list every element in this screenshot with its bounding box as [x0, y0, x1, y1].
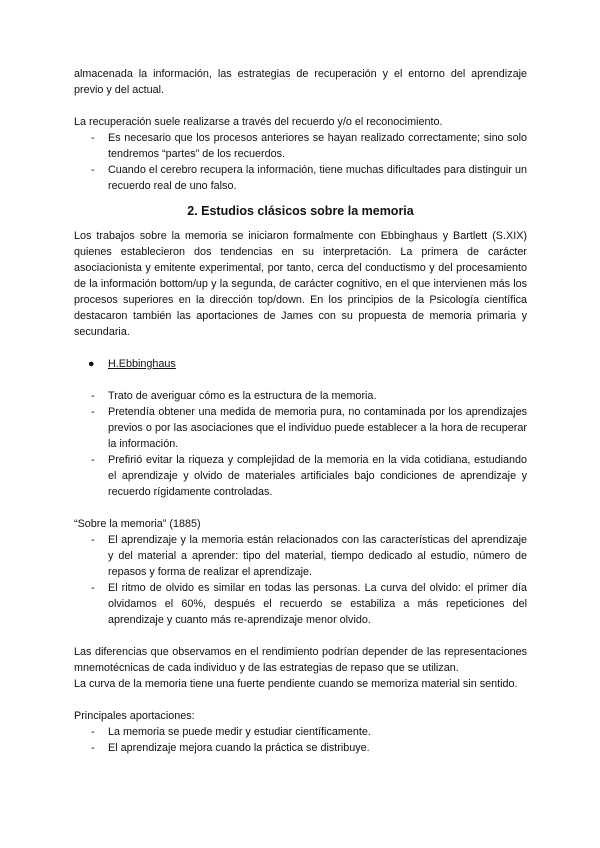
ebbinghaus-list [74, 388, 527, 500]
recovery-list [74, 130, 527, 194]
contributions-list [74, 724, 527, 756]
curve-paragraph: La curva de la memoria tiene una fuerte pendiente cuando se memoriza material sin sentido. [74, 678, 518, 690]
list-item: - La memoria se puede medir y estudiar científicamente. [74, 724, 527, 740]
ebbinghaus-subheading [74, 356, 527, 372]
list-item: - Es necesario que los procesos anteriores se hayan realizado correctamente; sino solo tendremos “partes” de los recuerdos. [74, 130, 527, 162]
continuation-paragraph: almacenada la información, las estrategias de recuperación y el entorno del aprendizaje previo y del actual. [74, 68, 527, 96]
differences-paragraph: Las diferencias que observamos en el rendimiento podrían depender de las representaciones mnemotécnicas de cada individuo y de las estrategias de repaso que se utilizan. [74, 646, 527, 674]
list-item: - Prefirió evitar la riqueza y complejidad de la memoria en la vida cotidiana, estudiando el aprendizaje y olvido de materiales artificiales bajo condiciones de aprendizaje y recuerdo rígidamente controladas. [74, 452, 527, 500]
list-item: - Trato de averiguar cómo es la estructura de la memoria. [74, 388, 527, 404]
list-item: - El aprendizaje mejora cuando la práctica se distribuye. [74, 740, 527, 756]
list-item: - Pretendía obtener una medida de memoria pura, no contaminada por los aprendizajes previos o por las asociaciones que el individuo puede establecer a la hora de recuperar la información. [74, 404, 527, 452]
recovery-paragraph: La recuperación suele realizarse a través del recuerdo y/o el reconocimiento. [74, 116, 443, 128]
contributions-title: Principales aportaciones: [74, 710, 195, 722]
list-item: - El ritmo de olvido es similar en todas las personas. La curva del olvido: el primer día olvidamos el 60%, después el recuerdo se estabiliza a más repeticiones del aprendizaje y cuanto más re-aprendizaje menor olvido. [74, 580, 527, 628]
page-content [74, 66, 527, 756]
subheading-text: H.Ebbinghaus [108, 358, 176, 370]
list-item: - Cuando el cerebro recupera la información, tiene muchas dificultades para distinguir un recuerdo real de uno falso. [74, 162, 527, 194]
work-list [74, 532, 527, 628]
bullet-icon: ● [88, 358, 95, 370]
studies-paragraph: Los trabajos sobre la memoria se iniciaron formalmente con Ebbinghaus y Bartlett (S.XIX) quienes establecieron dos tendencias en su interpretación. La primera de carácter asociacionista y emitente experimental, por tanto, cerca del conductismo y del procesamiento de la información bottom/up y la segunda, de carácter cognitivo, en el que intervienen más los procesos superiores en la dirección top/down. En los principios de la Psicología científica destacaron también las aportaciones de James con su propuesta de memoria primaria y secundaria. [74, 230, 527, 338]
section-heading: 2. Estudios clásicos sobre la memoria [187, 204, 414, 218]
work-title: “Sobre la memoria” (1885) [74, 518, 201, 530]
list-item: - El aprendizaje y la memoria están relacionados con las características del aprendizaje y del material a aprender: tipo del material, tiempo dedicado al estudio, número de repasos y forma de realizar el aprendizaje. [74, 532, 527, 580]
